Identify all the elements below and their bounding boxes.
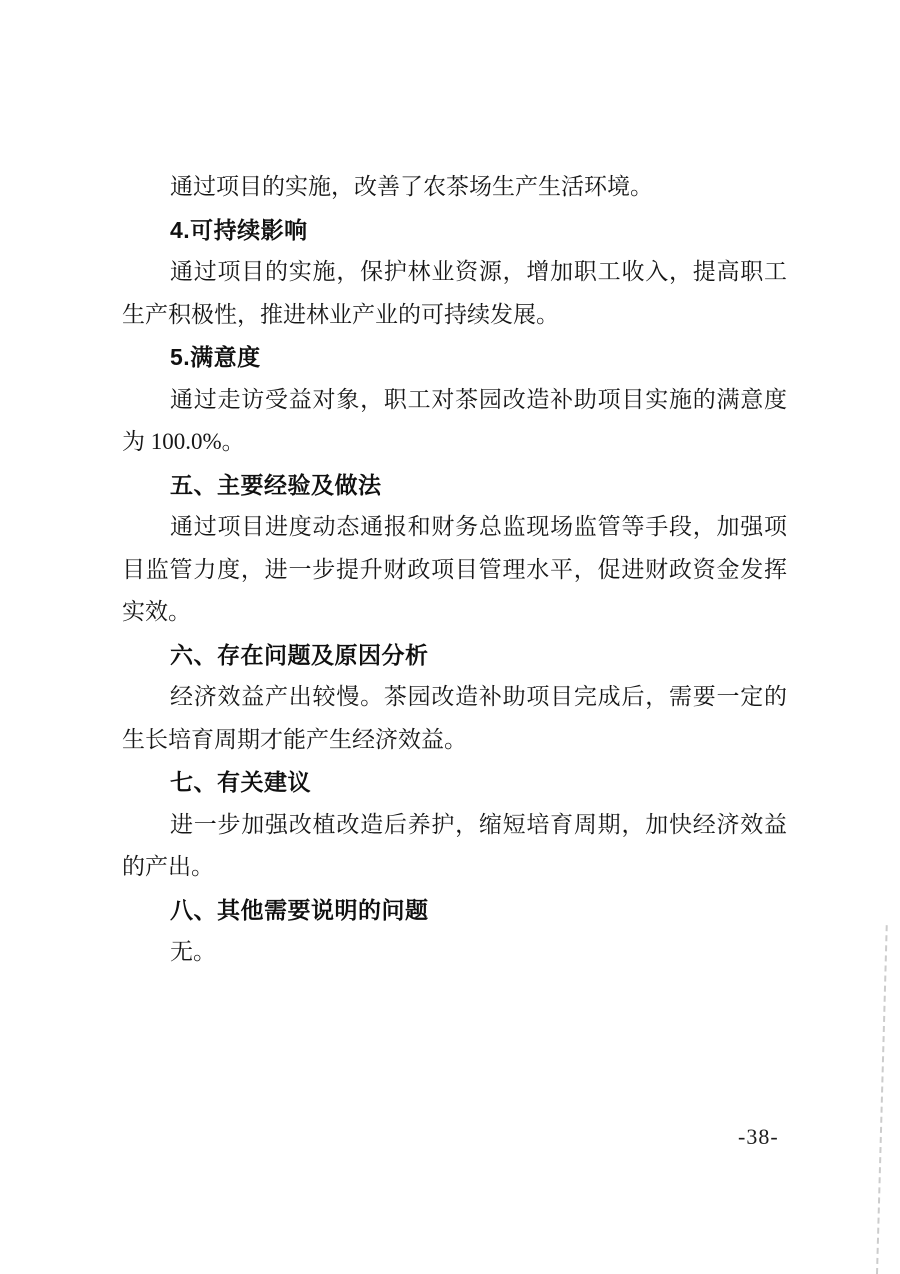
paragraph-line: 经济效益产出较慢。茶园改造补助项目完成后，需要一定的 [170, 684, 787, 709]
paragraph-line: 生长培育周期才能产生经济效益。 [122, 726, 467, 752]
heading-sustainable-impact: 4.可持续影响 [170, 216, 308, 243]
heading-suggestions: 七、有关建议 [170, 769, 311, 795]
paragraph-line: 目监管力度，进一步提升财政项目管理水平，促进财政资金发挥 [122, 556, 787, 582]
paragraph-line: 通过项目的实施，改善了农茶场生产生活环境。 [170, 174, 653, 199]
paragraph-line: 为 100.0%。 [122, 429, 245, 454]
heading-satisfaction: 5.满意度 [170, 344, 261, 370]
document-body [122, 166, 787, 974]
heading-main-experience: 五、主要经验及做法 [170, 471, 382, 498]
paragraph-line: 无。 [170, 939, 216, 964]
heading-block [122, 464, 787, 507]
paragraph-line: 进一步加强改植改造后养护，缩短培育周期，加快经济效益 [170, 811, 787, 837]
heading-block [122, 889, 787, 932]
heading-block [122, 634, 787, 677]
paragraph-line: 通过项目进度动态通报和财务总监现场监管等手段，加强项 [170, 514, 787, 539]
heading-problems-analysis: 六、存在问题及原因分析 [170, 641, 429, 668]
page-number: -38- [738, 1124, 779, 1149]
paragraph [122, 804, 787, 889]
paragraph [122, 166, 787, 209]
paragraph [122, 379, 787, 464]
paragraph [122, 506, 787, 634]
paragraph-line: 实效。 [122, 599, 191, 624]
paragraph-line: 的产出。 [122, 854, 214, 879]
paragraph-line: 生产积极性，推进林业产业的可持续发展。 [122, 301, 559, 327]
paragraph [122, 251, 787, 336]
paragraph-line: 通过走访受益对象，职工对茶园改造补助项目实施的满意度 [170, 386, 787, 412]
scan-artifact-dashed-line [876, 925, 888, 1274]
heading-block [122, 761, 787, 804]
heading-block [122, 336, 787, 379]
paragraph [122, 931, 787, 974]
heading-block [122, 209, 787, 252]
paragraph-line: 通过项目的实施，保护林业资源，增加职工收入，提高职工 [170, 259, 787, 284]
paragraph [122, 676, 787, 761]
heading-other-issues: 八、其他需要说明的问题 [170, 896, 429, 923]
